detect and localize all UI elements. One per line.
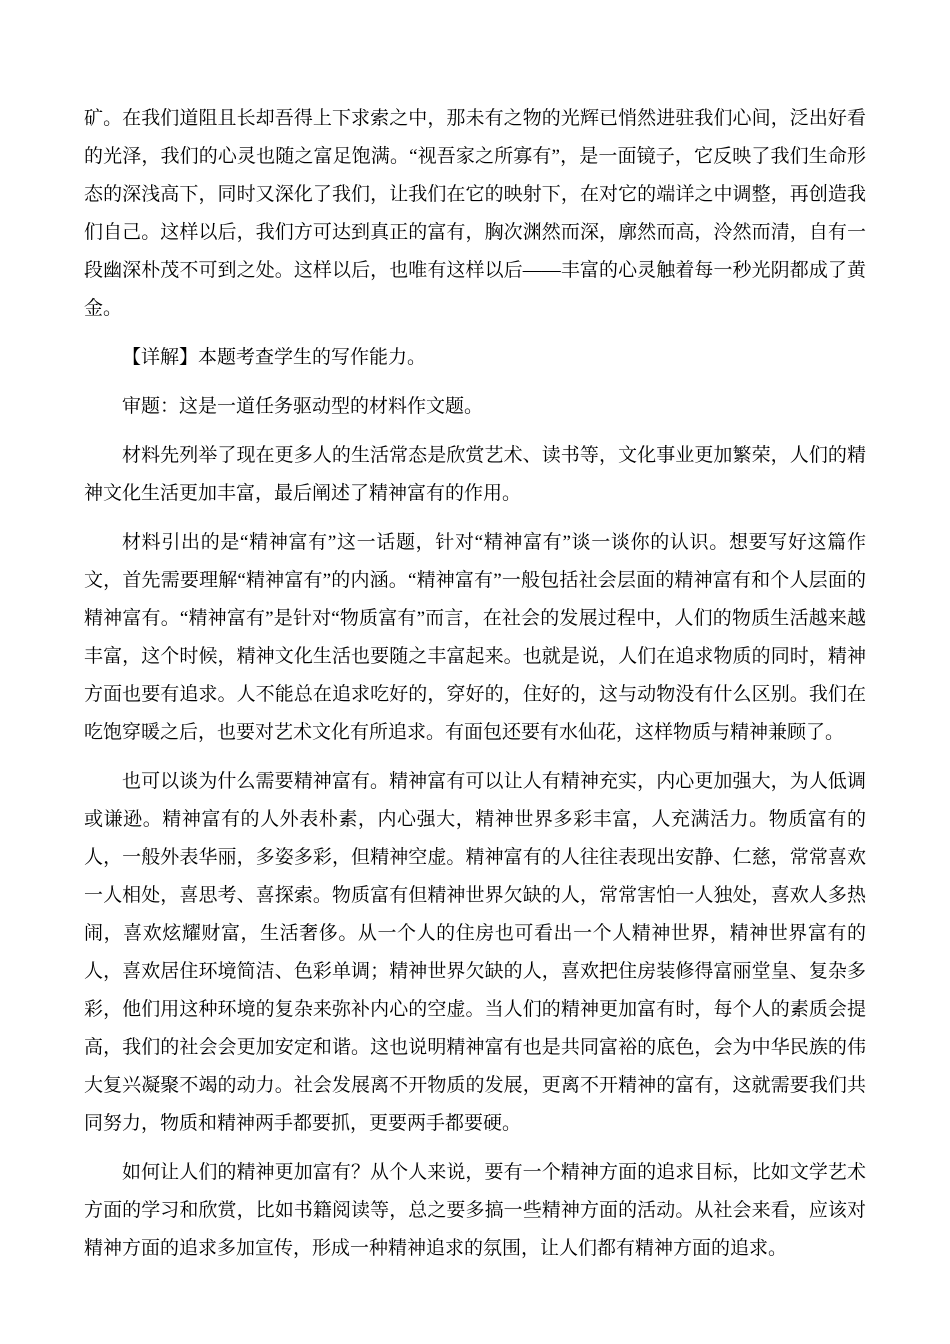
paragraph-topic-analysis: 材料引出的是“精神富有”这一话题，针对“精神富有”谈一谈你的认识。想要写好这篇作文，首先需要理解“精神富有”的内涵。“精神富有”一般包括社会层面的精神富有和个人层面的精神富有。“精神富有”是针对“物质富有”而言，在社会的发展过程中，人们的物质生活越来越丰富，这个时候，精神文化生活也要随之丰富起来。也就是说，人们在追求物质的同时，精神方面也要有追求。人不能总在追求吃好的，穿好的，住好的，这与动物没有什么区别。我们在吃饱穿暖之后，也要对艺术文化有所追求。有面包还要有水仙花，这样物质与精神兼顾了。 xyxy=(84,532,866,743)
paragraph-how-to-enrich: 如何让人们的精神更加富有？从个人来说，要有一个精神方面的追求目标，比如文学艺术方面的学习和欣赏，比如书籍阅读等，总之要多搞一些精神方面的活动。从社会来看，应该对精神方面的追求多加宣传，形成一种精神追求的氛围，让人们都有精神方面的追求。 xyxy=(84,1162,866,1259)
paragraph-detail-heading: 【详解】本题考查学生的写作能力。 xyxy=(122,347,427,368)
paragraph-material-summary: 材料先列举了现在更多人的生活常态是欣赏艺术、读书等，文化事业更加繁荣，人们的精神文化生活更加丰富，最后阐述了精神富有的作用。 xyxy=(84,445,866,504)
paragraph-shenti: 审题：这是一道任务驱动型的材料作文题。 xyxy=(122,396,484,417)
paragraph-why-spiritual-richness: 也可以谈为什么需要精神富有。精神富有可以让人有精神充实，内心更加强大，为人低调或谦逊。精神富有的人外表朴素，内心强大，精神世界多彩丰富，人充满活力。物质富有的人，一般外表华丽，多姿多彩，但精神空虚。精神富有的人往往表现出安静、仁慈，常常喜欢一人相处，喜思考、喜探索。物质富有但精神世界欠缺的人，常常害怕一人独处，喜欢人多热闹，喜欢炫耀财富，生活奢侈。从一个人的住房也可看出一个人精神世界，精神世界富有的人，喜欢居住环境简洁、色彩单调；精神世界欠缺的人，喜欢把住房装修得富丽堂皇、复杂多彩，他们用这种环境的复杂来弥补内心的空虚。当人们的精神更加富有时，每个人的素质会提高，我们的社会会更加安定和谐。这也说明精神富有也是共同富裕的底色，会为中华民族的伟大复兴凝聚不竭的动力。社会发展离不开物质的发展，更离不开精神的富有，这就需要我们共同努力，物质和精神两手都要抓，更要两手都要硬。 xyxy=(84,771,866,1134)
paragraph-continuation: 矿。在我们道阻且长却吾得上下求索之中，那未有之物的光辉已悄然进驻我们心间，泛出好看的光泽，我们的心灵也随之富足饱满。“视吾家之所寡有”，是一面镜子，它反映了我们生命形态的深浅高下，同时又深化了我们，让我们在它的映射下，在对它的端详之中调整，再创造我们自己。这样以后，我们方可达到真正的富有，胸次渊然而深，廓然而高，泠然而清，自有一段幽深朴茂不可到之处。这样以后，也唯有这样以后——丰富的心灵触着每一秒光阴都成了黄金。 xyxy=(84,108,866,319)
